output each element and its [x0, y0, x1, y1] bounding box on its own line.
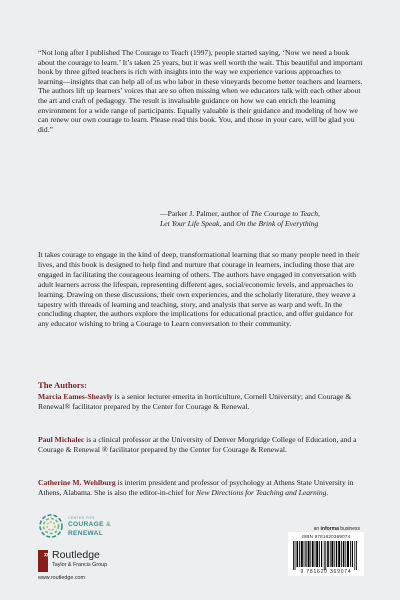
description-text: It takes courage to engage in the kind of deep, transformational learning that so many people need in their lives, and this book is designed to help find and nurture that courage in learners, including those that are engaged in facilitating the courageous learning of others. The authors have engaged in conversation with adult learners across the lifespan, representing different ages, social/economic levels, and approaches to learning. Drawing on these discussions, their own experiences, and the scholarly literature, they weave a tapestry with threads of learning and teaching, story, and analysis that serve as warp and weft. In the concluding chapter, the authors explore the implications for educational practice, and offer guidance for any educator wishing to bring a Courage to Learn conversation to their community. [38, 250, 360, 329]
center-for-label: CENTER FOR [68, 516, 95, 520]
courage-renewal-mark-icon [38, 513, 64, 539]
routledge-group: Taylor & Francis Group [52, 562, 108, 568]
author-name: Marcia Eames-Sheavly [38, 392, 113, 401]
courage-label: COURAGE [68, 521, 104, 528]
renewal-label: RENEWAL [68, 530, 104, 537]
author-bio [38, 392, 364, 412]
ampersand-label: & [105, 521, 112, 528]
author-name: Paul Michalec [38, 435, 85, 444]
author-bio-text: is interim president and professor of psychology at Athens State University in Athens, Alabama. She is also the editor-in-chief for [38, 478, 354, 497]
attribution-book-3: On the Brink of Everything [236, 219, 319, 228]
informa-prefix: an [313, 526, 321, 532]
attribution-book-2: Let Your Life Speak, [160, 219, 222, 228]
routledge-mark-icon [38, 550, 48, 572]
informa-suffix: business [338, 526, 360, 532]
author-bio [38, 478, 364, 498]
isbn-barcode [288, 532, 364, 576]
author-name: Catherine M. Wehlburg [38, 478, 116, 487]
routledge-mark-letter: R [42, 553, 48, 557]
attribution-prefix: —Parker J. Palmer, author of [160, 209, 251, 218]
author-bio-journal: New Directions for Teaching and Learning. [196, 488, 329, 497]
quote-text: “Not long after I published The Courage to Teach (1997), people started saying, ‘Now we need a book about the courage to learn.’ It’s taken 25 years, but it was well worth the wait. This beautiful and important book by three gifted teachers is rich with insights into the way we experience various approaches to learning—insights that can help all of us who labor in these vineyards become better teachers and learners. The authors lift up learners’ voices that are so often missing when we educators talk with each other about the art and craft of pedagogy. The result is invaluable guidance on how we can enrich the learning environment for a wide range of participants. Equally valuable is their guidance and modeling of how we can renew our own courage to learn. Please read this book. You, and those in your care, will be glad you did.” [38, 48, 363, 134]
routledge-name: Routledge [52, 549, 100, 561]
attribution-book-1: The Courage to Teach, [250, 209, 320, 218]
book-description [38, 250, 364, 329]
barcode-digits: 9 781620 369074 [300, 569, 352, 575]
author-bio [38, 435, 364, 455]
author-bio-text: is a senior lecturer emerita in horticulture, Cornell University; and Courage & Renewal® facilitator prepared by the Center for Courage & Renewal. [38, 392, 352, 411]
barcode-bars [292, 541, 360, 570]
informa-bold: informa [320, 526, 339, 532]
courage-renewal-logo [38, 511, 148, 541]
attribution-and: and [221, 219, 237, 228]
quote-attribution [160, 209, 390, 229]
routledge-url: www.routledge.com [38, 575, 86, 581]
routledge-logo [38, 548, 178, 580]
endorsement-quote [38, 48, 364, 134]
author-bio-text: is a clinical professor at the University of Denver Morgridge College of Education, and a Courage & Renewal ® facilitator prepared by the Center for Courage & Renewal. [38, 435, 357, 454]
authors-heading: The Authors: [38, 380, 87, 390]
isbn-text: ISBN 9781620369074 [301, 534, 351, 539]
